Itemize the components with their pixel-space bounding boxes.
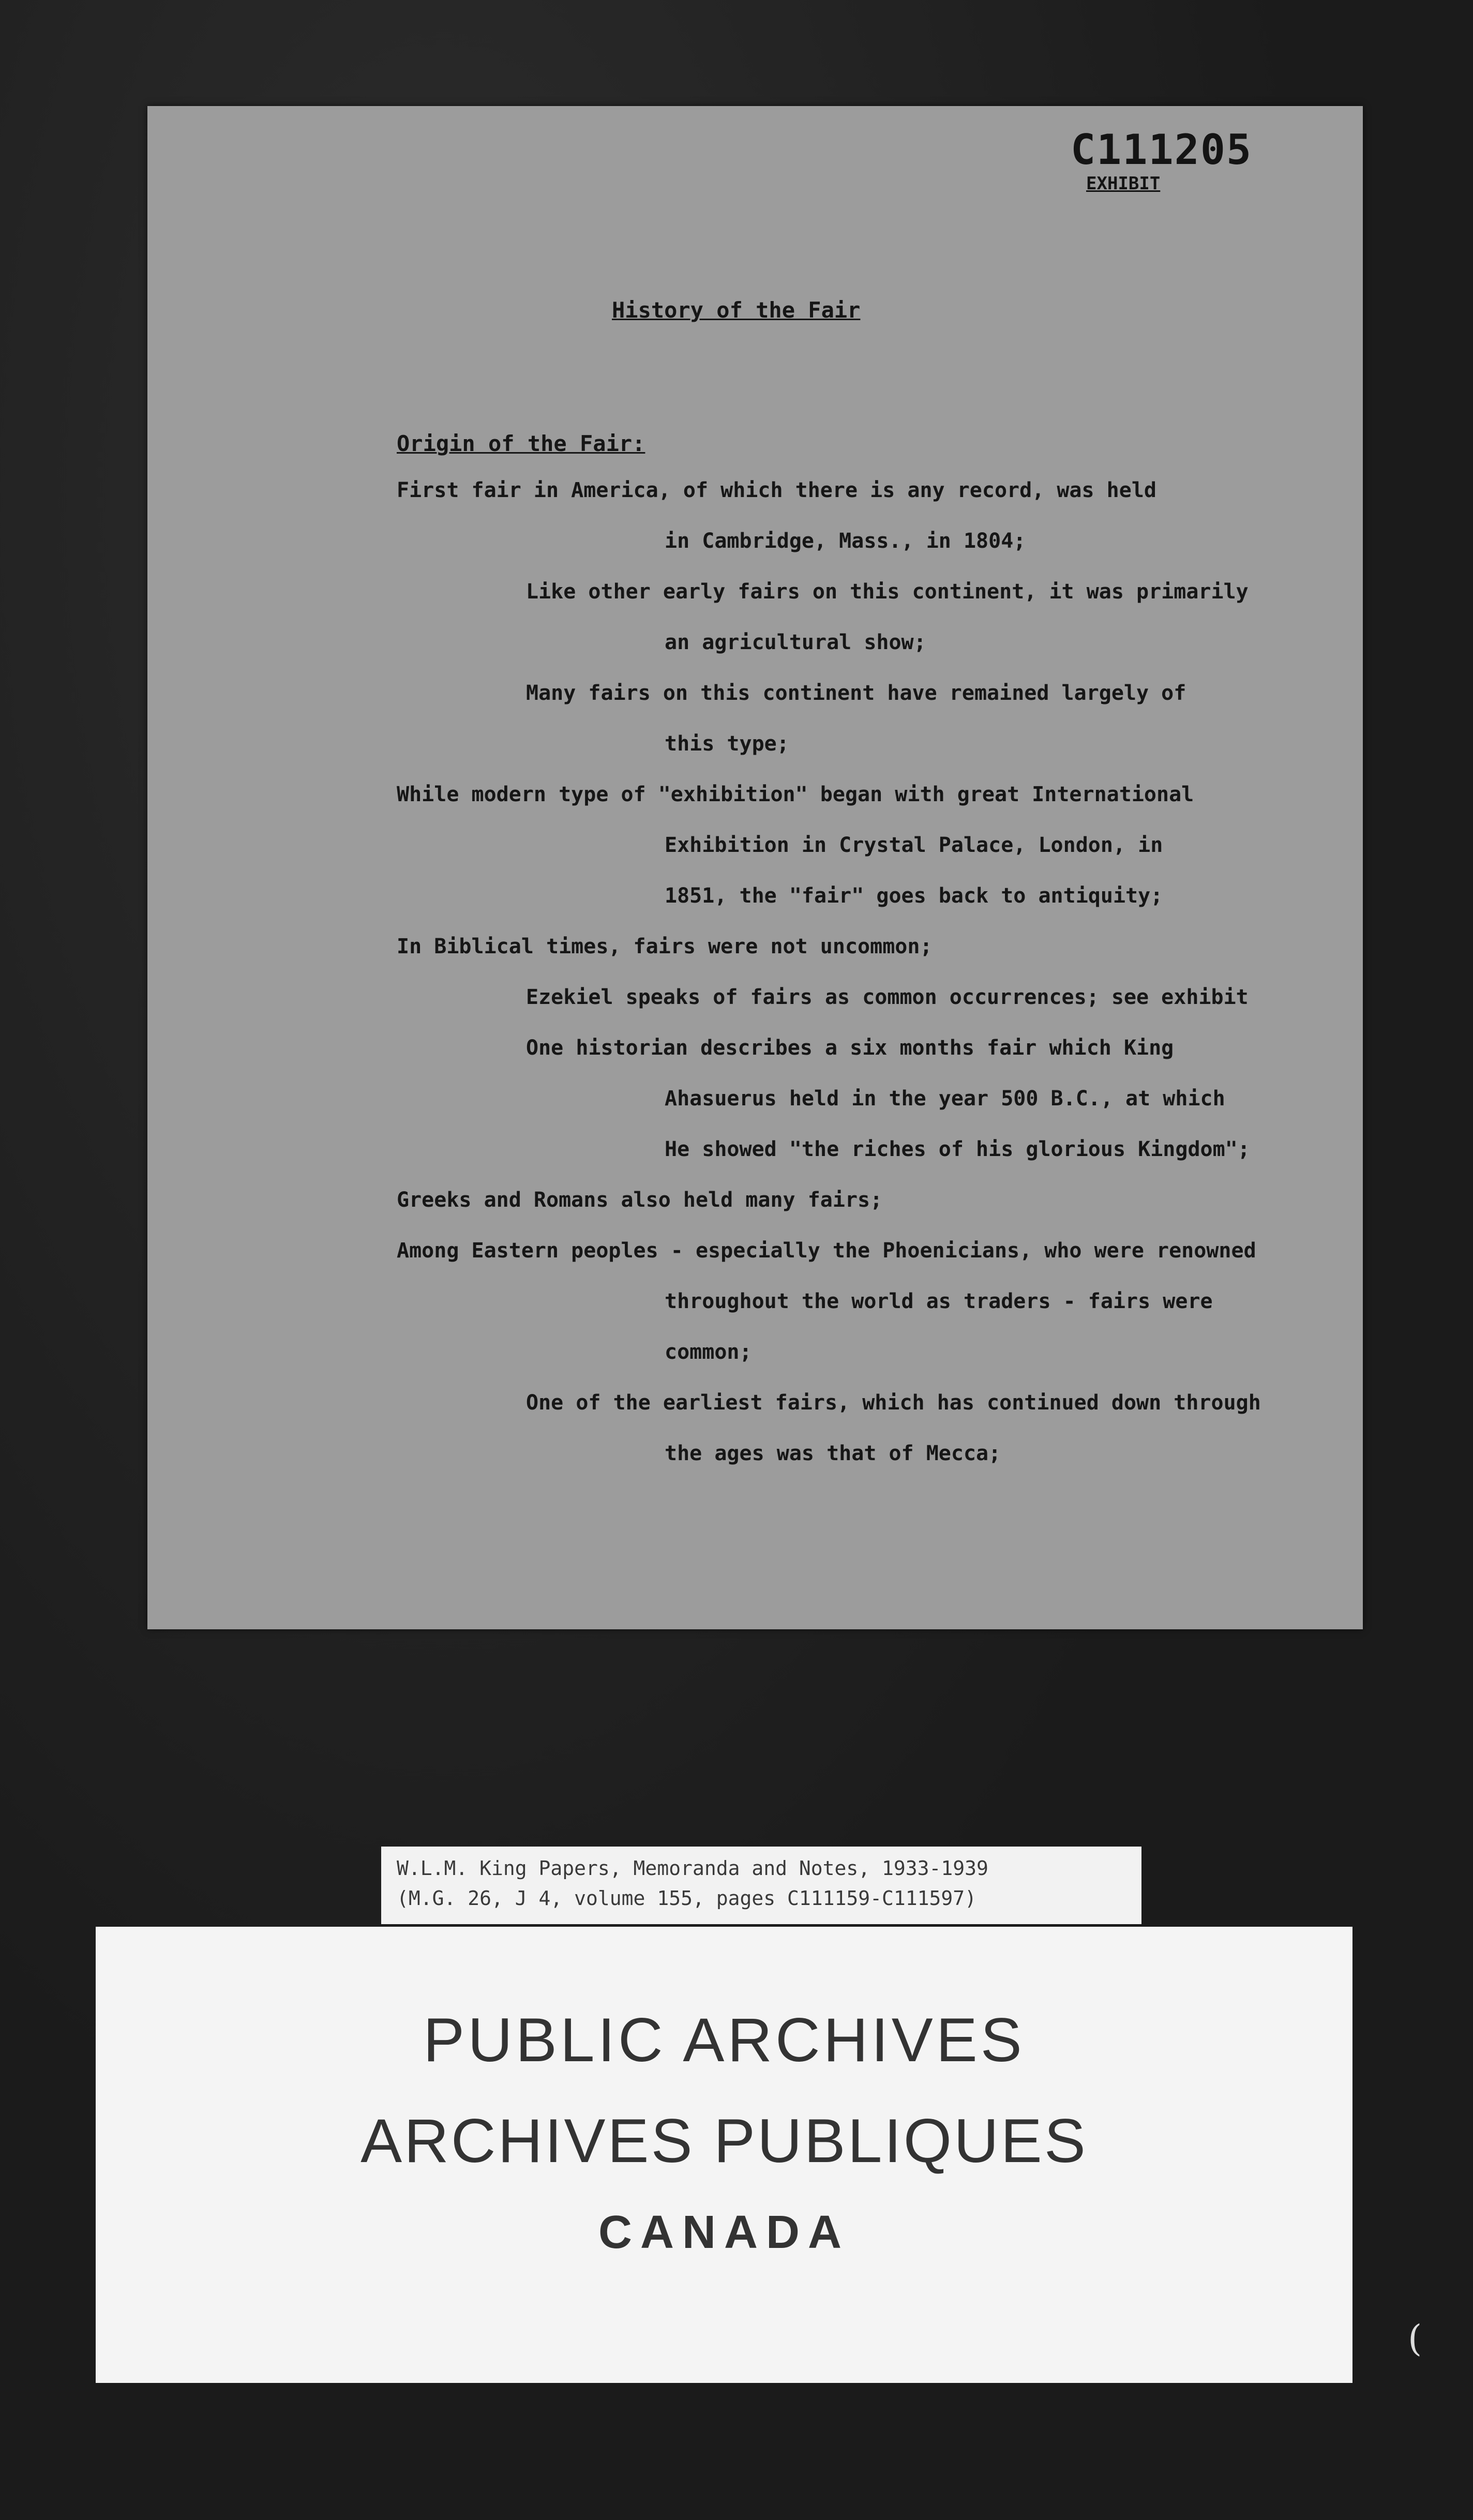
- text-line: Greeks and Romans also held many fairs;: [397, 1188, 883, 1212]
- text-line: In Biblical times, fairs were not uncommon;: [397, 935, 933, 958]
- stamp-label: EXHIBIT: [1086, 173, 1161, 194]
- text-line: throughout the world as traders - fairs were: [665, 1289, 1213, 1313]
- caption-line-1: W.L.M. King Papers, Memoranda and Notes, 1933-1939: [397, 1857, 988, 1880]
- text-line: 1851, the "fair" goes back to antiquity;: [665, 884, 1163, 908]
- text-line: One historian describes a six months fair which King: [526, 1036, 1174, 1060]
- text-line: Ahasuerus held in the year 500 B.C., at which: [665, 1087, 1225, 1111]
- text-line: First fair in America, of which there is any record, was held: [397, 478, 1157, 502]
- text-line: He showed "the riches of his glorious Kingdom";: [665, 1137, 1250, 1161]
- exhibit-stamp: [1071, 127, 1252, 173]
- text-line: Many fairs on this continent have remained largely of: [526, 681, 1186, 705]
- text-line: Among Eastern peoples - especially the Phoenicians, who were renowned: [397, 1239, 1256, 1263]
- text-line: Ezekiel speaks of fairs as common occurrences; see exhibit: [526, 985, 1249, 1009]
- text-line: an agricultural show;: [665, 631, 926, 654]
- archive-label-french: ARCHIVES PUBLIQUES: [360, 2106, 1088, 2176]
- text-line: the ages was that of Mecca;: [665, 1442, 1001, 1465]
- archive-label-english: PUBLIC ARCHIVES: [423, 2005, 1025, 2075]
- film-edge-mark: (: [1408, 2317, 1422, 2360]
- text-line: While modern type of "exhibition" began with great International: [397, 783, 1194, 806]
- text-line: in Cambridge, Mass., in 1804;: [665, 529, 1026, 553]
- text-line: One of the earliest fairs, which has continued down through: [526, 1391, 1261, 1415]
- stamp-number: C111205: [1071, 126, 1253, 174]
- archive-label-card: [96, 1927, 1352, 2383]
- caption-line-2: (M.G. 26, J 4, volume 155, pages C111159-C111597): [397, 1887, 977, 1910]
- text-line: common;: [665, 1340, 752, 1364]
- collection-caption: [381, 1847, 1141, 1924]
- document-title: History of the Fair: [612, 297, 861, 323]
- archive-label-country: CANADA: [598, 2207, 850, 2258]
- text-line: Like other early fairs on this continent, it was primarily: [526, 580, 1249, 604]
- section-heading: Origin of the Fair:: [397, 431, 645, 456]
- text-line: Exhibition in Crystal Palace, London, in: [665, 833, 1163, 857]
- text-line: this type;: [665, 732, 789, 756]
